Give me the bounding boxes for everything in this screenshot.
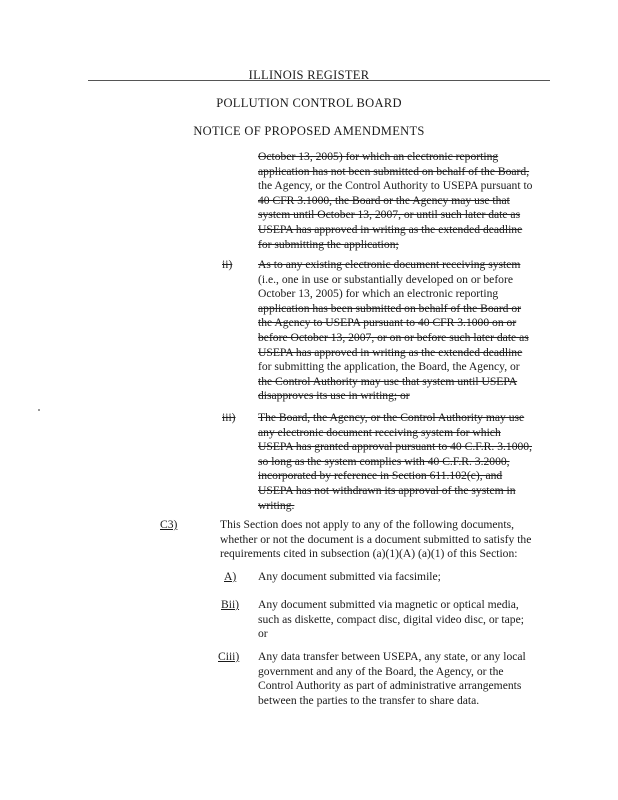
text-line: between the parties to the transfer to share data.	[258, 693, 480, 707]
text-line: This Section does not apply to any of the following documents,	[220, 518, 514, 531]
text-line: application has been submitted on behalf of the Board or	[258, 301, 522, 315]
text-line: Control Authority as part of administrative arrangements	[258, 679, 522, 693]
text-line: whether or not the document is a document submitted to satisfy the	[220, 532, 532, 546]
text-line: The Board, the Agency, or the Control Authority may use	[258, 411, 525, 424]
text-line: such as diskette, compact disc, digital video disc, or tape;	[258, 612, 524, 626]
text-line: Any document submitted via magnetic or optical media,	[258, 598, 519, 611]
text-line: incorporated by reference in Section 611.102(c), and	[258, 469, 503, 483]
item-iii-text	[258, 411, 558, 513]
text-line: or	[258, 627, 268, 641]
text-line: October 13, 2005) for which an electronic reporting	[258, 150, 499, 163]
text-line: USEPA has granted approval pursuant to 40 C.F.R. 3.1000,	[258, 440, 532, 454]
notice-title: NOTICE OF PROPOSED AMENDMENTS	[193, 124, 425, 138]
text-line: for submitting the application;	[258, 237, 399, 251]
text-line: the Agency to USEPA pursuant to 40 CFR 3.1000 on or	[258, 316, 517, 330]
list-a-label: A)	[224, 570, 237, 583]
text-line: USEPA has approved in writing as the extended deadline	[258, 345, 523, 359]
text-line: 40 CFR 3.1000, the Board or the Agency may use that	[258, 193, 510, 207]
text-line: the Agency, or the Control Authority to USEPA pursuant to	[258, 179, 533, 193]
text-line: system until October 13, 2007, or until such later date as	[258, 208, 521, 222]
text-line: for submitting the application, the Board, the Agency, or	[258, 360, 520, 374]
continued-paragraph	[258, 150, 558, 252]
register-title: ILLINOIS REGISTER	[248, 68, 370, 82]
agency-title: POLLUTION CONTROL BOARD	[216, 96, 402, 110]
text-line: government and any of the Board, the Agency, or the	[258, 664, 504, 678]
text-line: (i.e., one in use or substantially developed on or before	[258, 272, 513, 286]
item-iii-label: iii)	[222, 411, 236, 424]
list-b-label: Bii)	[221, 598, 240, 611]
text-line: As to any existing electronic document receiving system	[258, 258, 521, 271]
scan-speck	[38, 409, 40, 411]
section-c3-label: C3)	[160, 518, 178, 531]
text-line: application has not been submitted on behalf of the Board,	[258, 164, 530, 178]
list-c-text	[258, 650, 558, 708]
list-a-text	[258, 570, 558, 585]
text-line: October 13, 2005) for which an electronic reporting	[258, 287, 499, 301]
text-line: requirements cited in subsection (a)(1)(A) (a)(1) of this Section:	[220, 547, 518, 561]
text-line: Any document submitted via facsimile;	[258, 570, 441, 583]
list-b-text	[258, 598, 558, 642]
text-line: disapproves its use in writing; or	[258, 389, 410, 403]
text-line: before October 13, 2007, or on or before such later date as	[258, 330, 529, 344]
section-c3-text	[220, 518, 560, 562]
text-line: Any data transfer between USEPA, any state, or any local	[258, 650, 526, 663]
list-c-label: Ciii)	[218, 650, 240, 663]
item-ii-label: ii)	[222, 258, 233, 271]
text-line: so long as the system complies with 40 C.F.R. 3.2000,	[258, 454, 510, 468]
text-line: USEPA has approved in writing as the extended deadline	[258, 222, 523, 236]
text-line: writing.	[258, 498, 295, 512]
text-line: USEPA has not withdrawn its approval of the system in	[258, 483, 516, 497]
text-line: any electronic document receiving system for which	[258, 425, 501, 439]
text-line: the Control Authority may use that system until USEPA	[258, 374, 518, 388]
item-ii-text	[258, 258, 558, 404]
